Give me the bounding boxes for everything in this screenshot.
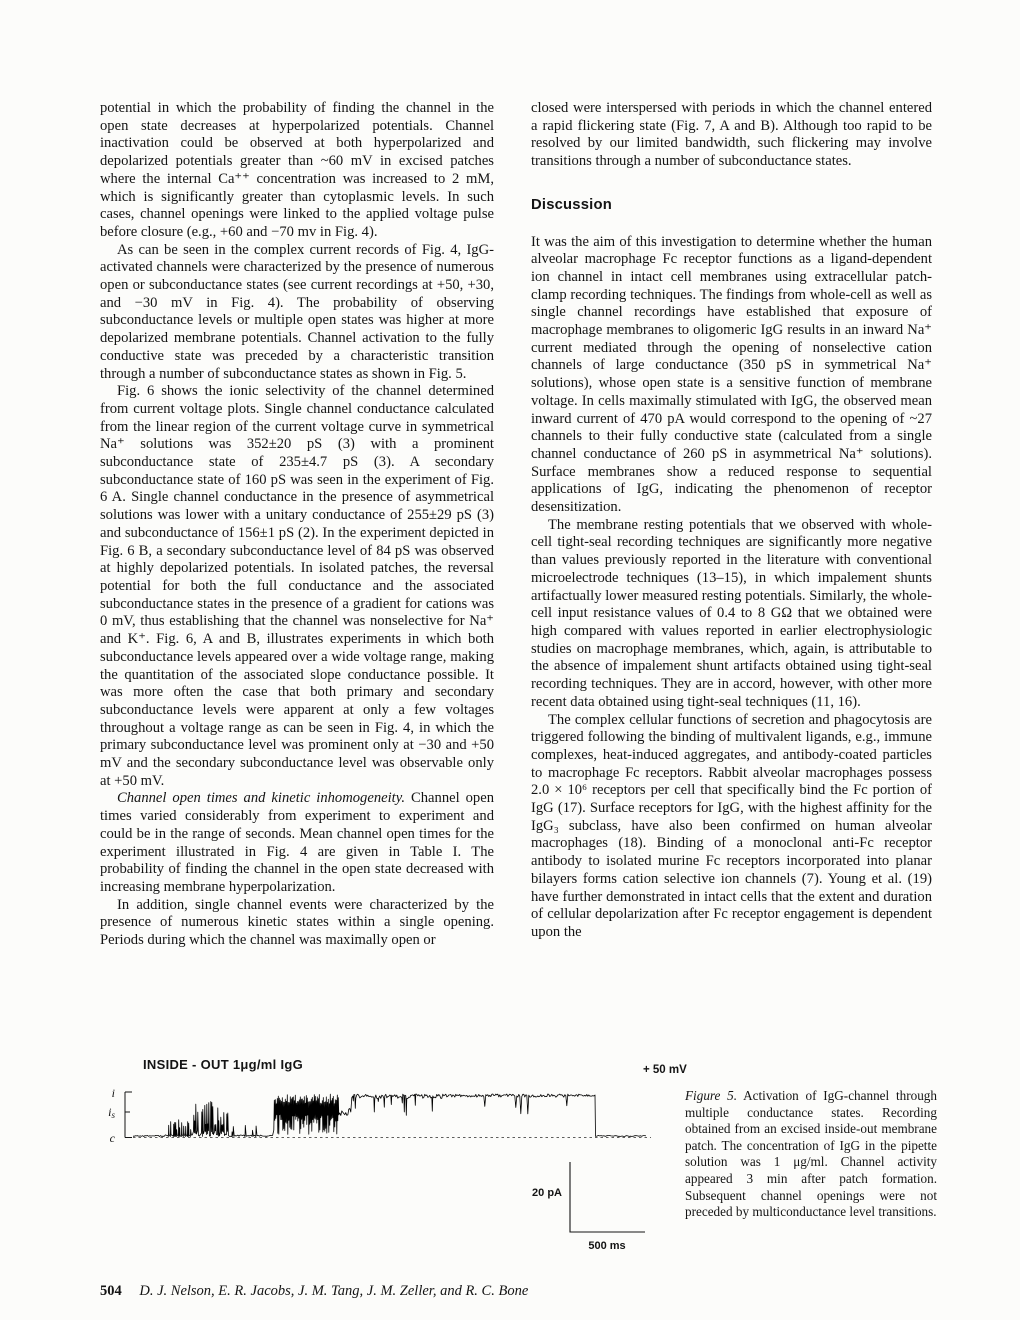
figure5-voltage-label: + 50 mV — [643, 1064, 687, 1076]
paragraph: The complex cellular functions of secretion and phagocytosis are triggered following the binding of multivalent ligands, e.g., immune complexes, heat-induced aggregates, and antibody-coated particles to macrophage Fc receptors. Rabbit alveolar macrophages possess 2.0 × 10⁶ receptors per cell that specifically bind the Fc portion of IgG (17). Surface receptors for IgG, with the highest affinity for the IgG₃ subclass, have also been confirmed on human alveolar macrophages (18). Binding of a monoclonal anti-Fc receptor antibody to isolated murine Fc receptors incorporated into planar bilayers forms cation selective ion channels (7). Young et al. (19) have further demonstrated in intact cells that the extent and duration of cellular depolarization after Fc receptor engagement is dependent upon the — [531, 711, 932, 940]
page-number: 504 — [100, 1283, 122, 1299]
right-column — [531, 100, 932, 942]
figure5-caption — [685, 1088, 937, 1221]
paragraph: It was the aim of this investigation to determine whether the human alveolar macrophage Fc receptor functions as a ligand-dependent ion channel in intact cell membranes using extracellular patch-clamp recording techniques. The findings from whole-cell as well as single channel recordings have established that exposure of macrophage membranes to oligomeric IgG results in an inward Na⁺ current mediated through the opening of nonselective cation channels of large conductance (350 pS in symmetrical Na⁺ solutions), whose open state is a sensitive function of membrane voltage. In cells maximally stimulated with IgG, the observed mean inward current of 470 pA would correspond to the opening of ~27 channels to their fully conductive state (calculated from a single channel conductance of 260 pS in asymmetrical Na⁺ solutions). Surface membranes show a reduced response to sequential applications of IgG, indicating the phenomenon of receptor desensitization. — [531, 233, 932, 516]
paragraph: Fig. 6 shows the ionic selectivity of the channel determined from current voltage plots. Single channel conductance calculated from the linear region of the current voltage curve in symmetrical Na⁺ solutions was 352±20 pS (3) with a prominent subconductance state of 235±4.7 pS (3). A secondary subconductance state of 160 pS was seen in the experiment of Fig. 6 A. Single channel conductance in the presence of asymmetrical solutions was lower with a unitary conductance of 255±29 pS (3) and subconductance of 156±1 pS (2). In the experiment depicted in Fig. 6 B, a secondary subconductance level of 84 pS was observed at highly depolarized potentials. In isolated patches, the reversal potential for both the full conductance and the associated subconductance states in the presence of a gradient for cations was 0 mV, thus establishing that the channel was nonselective for Na⁺ and K⁺. Fig. 6, A and B, illustrates experiments in which both subconductance levels appeared over a wide voltage range, making the quantitation of the associated slope conductance possible. It was more often the case that both primary and secondary subconductance levels were apparent at only a few voltages throughout a voltage range as can be seen in Fig. 4, in which the primary subconductance level was prominent only at −30 and +50 mV and the secondary subconductance level was observable only at +50 mV. — [100, 383, 494, 789]
current-scale-label: 20 pA — [532, 1187, 562, 1199]
paragraph: potential in which the probability of finding the channel in the open state decreases at hyperpolarized potentials. Channel inactivation could be observed at both hyperpolarized and depolarized potentials greater than ~60 mV in excised patches where the internal Ca⁺⁺ concentration was increased to 2 mM, which is significantly greater than cytoplasmic levels. In such cases, channel openings were linked to the applied voltage pulse before closure (e.g., +60 and −70 mv in Fig. 4). — [100, 100, 494, 240]
paragraph: As can be seen in the complex current records of Fig. 4, IgG-activated channels were characterized by the presence of numerous open or subconductance states (see current recordings at +50, +30, and −30 mV in Fig. 4). The probability of observing subconductance levels or multiple open states was higher at more depolarized membrane potentials. Channel activation to the fully conductive state was preceded by a characteristic transition through a number of subconductance states as shown in Fig. 5. — [100, 241, 494, 382]
left-column — [100, 100, 494, 950]
figure5-caption-lead: Figure 5. — [685, 1088, 738, 1103]
paragraph: The membrane resting potentials that we observed with whole-cell tight-seal recording techniques are significantly more negative than values previously reported in the literature with conventional microelectrode techniques (13–15), in which impalement shunts artifactually lower measured resting potentials. Similarly, the whole-cell input resistance values of 0.4 to 8 GΩ that we obtained were high compared with values reported in earlier electrophysiologic studies on macrophage membranes, which, again, is attributable to the absence of impalement shunt artifacts obtained using tight-seal recording techniques. They are in accord, however, with other more recent data obtained using tight-seal techniques (11, 16). — [531, 516, 932, 710]
discussion-heading: Discussion — [531, 196, 612, 213]
paragraph-text: Channel open times varied considerably from experiment to experiment and could be in the range of seconds. Mean channel open times for the experiment illustrated in Fig. 4 are given in Table I. The probability of finding the channel in the open state decreased with increasing membrane hyperpolarization. — [100, 790, 494, 895]
page-footer — [100, 1283, 528, 1300]
paragraph: closed were interspersed with periods in which the channel entered a rapid flickering state (Fig. 7, A and B). Although too rapid to be resolved by our limited bandwidth, such flickering may involve transitions through a number of subconductance states. — [531, 100, 932, 170]
figure5 — [95, 1057, 687, 1282]
footer-authors: D. J. Nelson, E. R. Jacobs, J. M. Tang, J. M. Zeller, and R. C. Bone — [139, 1283, 529, 1299]
open-level-label: i — [111, 1086, 115, 1100]
substate-level-label: is — [108, 1105, 115, 1120]
time-scale-label: 500 ms — [588, 1240, 626, 1252]
current-level-bracket — [125, 1092, 132, 1138]
figure5-condition-label: INSIDE - OUT 1μg/ml IgG — [143, 1057, 304, 1072]
paragraph-lead-italic: Channel open times and kinetic inhomogeneity. — [117, 790, 406, 807]
figure5-trace — [95, 1079, 665, 1269]
figure5-caption-text: Activation of IgG-channel through multiple conductance states. Recording obtained from an excised inside-out membrane patch. The concentration of IgG in the pipette solution was 1 μg/ml. Channel activity appeared 3 min after patch formation. Subsequent channel openings were not preceded by multiconductance level transitions. — [685, 1088, 937, 1220]
paragraph — [100, 790, 494, 896]
single-channel-current-trace — [133, 1094, 646, 1137]
scale-bars — [570, 1162, 645, 1232]
paragraph: In addition, single channel events were characterized by the presence of numerous kinetic states within a single opening. Periods during which the channel was maximally open or — [100, 896, 494, 949]
closed-level-label: c — [109, 1131, 115, 1145]
